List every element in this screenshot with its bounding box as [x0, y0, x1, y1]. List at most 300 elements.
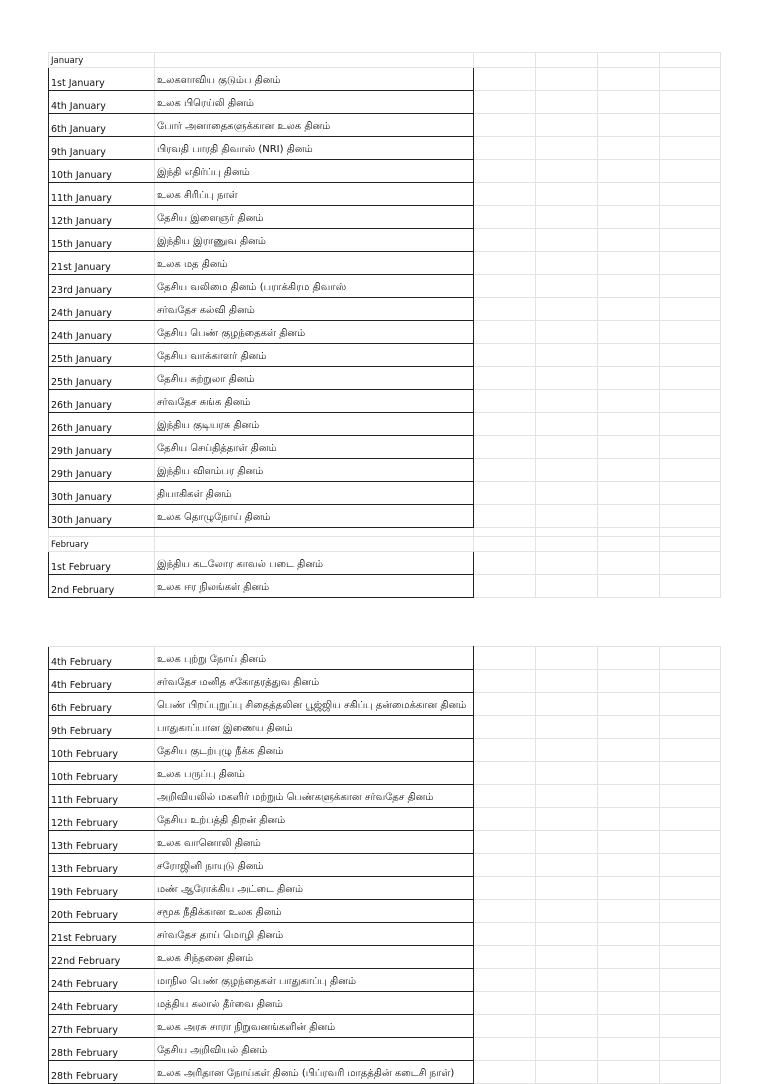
table-row [49, 877, 721, 900]
event-text: தேசிய பெண் குழந்தைகள் தினம் [157, 328, 306, 339]
event-text: தேசிய குடற்புழு நீக்க தினம் [157, 746, 284, 757]
empty-cell [536, 946, 598, 969]
empty-cell [474, 1015, 536, 1038]
empty-cell [536, 900, 598, 923]
february-table [48, 646, 721, 1084]
date-cell: 29th January [49, 436, 155, 459]
empty-cell [536, 1061, 598, 1084]
empty-cell [474, 252, 536, 275]
empty-cell [598, 537, 660, 552]
date-cell: 30th January [49, 505, 155, 528]
empty-cell [660, 390, 721, 413]
event-text: மத்திய கலால் தீர்வை தினம் [157, 999, 283, 1010]
empty-cell [536, 275, 598, 298]
empty-cell [660, 68, 721, 91]
month-header-row [49, 537, 721, 552]
empty-cell [660, 505, 721, 528]
date-cell: 24th February [49, 992, 155, 1015]
table-row [49, 459, 721, 482]
event-text: உலக ஈர நிலங்கள் தினம் [157, 582, 270, 593]
table-row [49, 413, 721, 436]
empty-cell [474, 344, 536, 367]
date-cell: 26th January [49, 413, 155, 436]
table-row [49, 68, 721, 91]
event-text: உலக புற்று நோய் தினம் [157, 654, 267, 665]
empty-cell [598, 1061, 660, 1084]
table-row [49, 482, 721, 505]
event-text: இந்திய இராணுவ தினம் [157, 236, 266, 247]
empty-cell [598, 91, 660, 114]
empty-cell [598, 693, 660, 716]
empty-cell [536, 992, 598, 1015]
sheet-block-january [48, 52, 720, 598]
empty-cell [598, 183, 660, 206]
event-text: மாநில பெண் குழந்தைகள் பாதுகாப்பு தினம் [157, 976, 356, 987]
empty-cell [598, 436, 660, 459]
empty-cell [598, 229, 660, 252]
event-cell [155, 762, 474, 785]
january-table [48, 52, 721, 598]
empty-cell [598, 923, 660, 946]
empty-cell [598, 785, 660, 808]
empty-cell [598, 137, 660, 160]
date-cell: 25th January [49, 344, 155, 367]
table-row [49, 831, 721, 854]
date-cell: 27th February [49, 1015, 155, 1038]
event-cell [155, 367, 474, 390]
date-cell: 15th January [49, 229, 155, 252]
empty-cell [660, 367, 721, 390]
empty-cell [660, 762, 721, 785]
event-text: தேசிய வாக்காளர் தினம் [157, 351, 267, 362]
empty-cell [474, 137, 536, 160]
table-row [49, 854, 721, 877]
empty-cell [536, 552, 598, 575]
empty-cell [660, 785, 721, 808]
empty-cell [598, 647, 660, 670]
event-text: இந்திய கடலோர காவல் படை தினம் [157, 559, 324, 570]
empty-cell [598, 877, 660, 900]
empty-cell [660, 252, 721, 275]
event-cell [155, 552, 474, 575]
empty-cell [474, 91, 536, 114]
table-row [49, 137, 721, 160]
sheet-block-february [48, 646, 720, 1084]
event-text: இந்திய குடியரசு தினம் [157, 420, 260, 431]
event-text: தேசிய இளைஞர் தினம் [157, 213, 264, 224]
empty-cell [660, 670, 721, 693]
event-cell [155, 946, 474, 969]
date-cell: 2nd February [49, 575, 155, 598]
event-text: மண் ஆரோக்கிய அட்டை தினம் [157, 884, 304, 895]
empty-cell [660, 739, 721, 762]
empty-cell [660, 321, 721, 344]
event-cell [155, 693, 474, 716]
table-row [49, 992, 721, 1015]
date-cell: 29th January [49, 459, 155, 482]
date-cell: 11th February [49, 785, 155, 808]
empty-cell [660, 693, 721, 716]
empty-cell [536, 575, 598, 598]
empty-cell [536, 229, 598, 252]
date-cell: 20th February [49, 900, 155, 923]
event-cell [155, 785, 474, 808]
table-row [49, 344, 721, 367]
date-cell: 26th January [49, 390, 155, 413]
table-row [49, 670, 721, 693]
table-row [49, 716, 721, 739]
event-cell [155, 275, 474, 298]
event-text: தேசிய சுற்றுலா தினம் [157, 374, 255, 385]
empty-cell [660, 946, 721, 969]
empty-cell [660, 413, 721, 436]
empty-cell [474, 367, 536, 390]
empty-cell [474, 946, 536, 969]
event-cell [155, 413, 474, 436]
empty-cell [598, 413, 660, 436]
date-cell: 6th February [49, 693, 155, 716]
empty-cell [660, 969, 721, 992]
date-cell: 10th January [49, 160, 155, 183]
empty-cell [536, 206, 598, 229]
empty-cell [598, 992, 660, 1015]
empty-cell [598, 1038, 660, 1061]
table-row [49, 229, 721, 252]
empty-cell [660, 160, 721, 183]
event-cell [155, 252, 474, 275]
empty-cell [536, 344, 598, 367]
empty-cell [598, 969, 660, 992]
empty-cell [536, 413, 598, 436]
empty-cell [536, 528, 598, 537]
table-row [49, 808, 721, 831]
event-text: தேசிய அறிவியல் தினம் [157, 1045, 268, 1056]
empty-cell [474, 693, 536, 716]
date-cell: 6th January [49, 114, 155, 137]
date-cell: 11th January [49, 183, 155, 206]
event-text: சர்வதேச மனித சகோதரத்துவ தினம் [157, 677, 320, 688]
empty-cell [598, 505, 660, 528]
date-cell: 30th January [49, 482, 155, 505]
event-text: சமூக நீதிக்கான உலக தினம் [157, 907, 282, 918]
empty-cell [474, 114, 536, 137]
empty-cell [598, 552, 660, 575]
date-cell: 9th January [49, 137, 155, 160]
event-cell [155, 808, 474, 831]
date-cell: 1st January [49, 68, 155, 91]
date-cell: 13th February [49, 854, 155, 877]
event-text: தேசிய வலிமை தினம் (பராக்கிரம திவாஸ் [157, 282, 347, 293]
empty-cell [536, 91, 598, 114]
date-cell: 10th February [49, 762, 155, 785]
event-cell [155, 831, 474, 854]
empty-cell [598, 739, 660, 762]
empty-cell [536, 160, 598, 183]
event-cell [155, 969, 474, 992]
event-cell [155, 647, 474, 670]
empty-cell [536, 969, 598, 992]
empty-cell [660, 482, 721, 505]
empty-cell [598, 670, 660, 693]
month-header-row [49, 53, 721, 68]
empty-cell [660, 344, 721, 367]
empty-cell [474, 1061, 536, 1084]
event-text: இந்திய விளம்பர தினம் [157, 466, 264, 477]
empty-cell [598, 206, 660, 229]
event-cell [155, 992, 474, 1015]
empty-cell [598, 321, 660, 344]
empty-cell [536, 762, 598, 785]
table-row [49, 321, 721, 344]
empty-cell [536, 693, 598, 716]
empty-cell [474, 900, 536, 923]
table-row [49, 1038, 721, 1061]
table-row [49, 505, 721, 528]
event-cell [155, 68, 474, 91]
table-row [49, 160, 721, 183]
empty-cell [474, 969, 536, 992]
empty-cell [598, 367, 660, 390]
empty-cell [474, 436, 536, 459]
table-row [49, 923, 721, 946]
empty-cell [598, 762, 660, 785]
empty-cell [474, 647, 536, 670]
date-cell: 4th February [49, 670, 155, 693]
date-cell: 12th January [49, 206, 155, 229]
event-cell [155, 670, 474, 693]
date-cell: 1st February [49, 552, 155, 575]
empty-cell [660, 647, 721, 670]
empty-cell [660, 528, 721, 537]
empty-cell [474, 923, 536, 946]
event-text: உலக அரசு சாரா நிறுவனங்களின் தினம் [157, 1022, 336, 1033]
empty-cell [474, 785, 536, 808]
empty-cell [474, 183, 536, 206]
empty-cell [536, 459, 598, 482]
event-cell [155, 575, 474, 598]
empty-cell [660, 854, 721, 877]
table-row [49, 206, 721, 229]
empty-cell [474, 206, 536, 229]
event-text: உலக தொழுநோய் தினம் [157, 512, 271, 523]
date-cell: 22nd February [49, 946, 155, 969]
table-row [49, 298, 721, 321]
date-cell: 23rd January [49, 275, 155, 298]
empty-cell [536, 877, 598, 900]
date-cell: 9th February [49, 716, 155, 739]
empty-cell [660, 459, 721, 482]
empty-cell [474, 459, 536, 482]
empty-cell [536, 1015, 598, 1038]
empty-cell [660, 923, 721, 946]
empty-cell [536, 482, 598, 505]
event-cell [155, 390, 474, 413]
event-text: உலகளாவிய குடும்ப தினம் [157, 75, 281, 86]
event-text: சர்வதேச கல்வி தினம் [157, 305, 255, 316]
empty-cell [474, 275, 536, 298]
event-cell [155, 183, 474, 206]
empty-cell [660, 229, 721, 252]
empty-cell [660, 808, 721, 831]
empty-cell [474, 552, 536, 575]
event-text: உலக சிந்தனை தினம் [157, 953, 253, 964]
empty-cell [474, 413, 536, 436]
empty-cell [474, 1038, 536, 1061]
date-cell: 12th February [49, 808, 155, 831]
empty-cell [598, 459, 660, 482]
empty-cell [49, 528, 155, 537]
empty-cell [598, 575, 660, 598]
event-text: உலக பிரெய்லி தினம் [157, 98, 254, 109]
table-row [49, 575, 721, 598]
event-cell [155, 321, 474, 344]
empty-cell [536, 716, 598, 739]
date-cell: 28th February [49, 1038, 155, 1061]
empty-cell [660, 1038, 721, 1061]
empty-cell [474, 808, 536, 831]
date-cell: 4th February [49, 647, 155, 670]
table-row [49, 969, 721, 992]
table-row [49, 275, 721, 298]
event-text: போர் அனாதைகளுக்கான உலக தினம் [157, 121, 331, 132]
empty-cell [474, 528, 536, 537]
empty-cell [660, 575, 721, 598]
empty-cell [598, 390, 660, 413]
event-cell [155, 716, 474, 739]
date-cell: 13th February [49, 831, 155, 854]
empty-cell [660, 91, 721, 114]
event-cell [155, 137, 474, 160]
empty-cell [474, 992, 536, 1015]
empty-cell [598, 831, 660, 854]
event-text: பிரவதி பாரதி திவாஸ் (NRI) தினம் [157, 144, 313, 155]
empty-cell [536, 670, 598, 693]
empty-cell [536, 537, 598, 552]
event-text: சர்வதேச சுங்க தினம் [157, 397, 251, 408]
empty-cell [598, 854, 660, 877]
table-row [49, 647, 721, 670]
empty-cell [474, 482, 536, 505]
event-text: தியாகிகள் தினம் [157, 489, 232, 500]
date-cell: 4th January [49, 91, 155, 114]
empty-cell [474, 670, 536, 693]
empty-cell [155, 537, 474, 552]
empty-cell [474, 298, 536, 321]
table-row [49, 252, 721, 275]
event-text: உலக சிரிப்பு நாள் [157, 190, 238, 201]
table-row [49, 91, 721, 114]
empty-cell [474, 160, 536, 183]
date-cell: 24th January [49, 298, 155, 321]
event-cell [155, 459, 474, 482]
event-cell [155, 206, 474, 229]
event-text: உலக அரிதான நோய்கள் தினம் (பிப்ரவரி மாதத்தின் கடைசி நாள்) [157, 1068, 455, 1079]
empty-cell [536, 785, 598, 808]
empty-cell [598, 946, 660, 969]
empty-cell [474, 505, 536, 528]
event-text: தேசிய செய்தித்தாள் தினம் [157, 443, 277, 454]
date-cell: 10th February [49, 739, 155, 762]
event-text: உலக பருப்பு தினம் [157, 769, 245, 780]
empty-cell [660, 114, 721, 137]
table-row [49, 739, 721, 762]
empty-cell [660, 436, 721, 459]
empty-cell [536, 321, 598, 344]
event-cell [155, 436, 474, 459]
empty-cell [536, 505, 598, 528]
empty-cell [660, 1015, 721, 1038]
empty-cell [598, 344, 660, 367]
empty-cell [536, 252, 598, 275]
table-row [49, 114, 721, 137]
empty-cell [474, 575, 536, 598]
empty-cell [660, 877, 721, 900]
table-row [49, 436, 721, 459]
empty-cell [536, 114, 598, 137]
event-cell [155, 1038, 474, 1061]
event-text: சர்வதேச தாய் மொழி தினம் [157, 930, 284, 941]
empty-cell [660, 831, 721, 854]
table-row [49, 693, 721, 716]
empty-cell [474, 739, 536, 762]
event-cell [155, 739, 474, 762]
table-row [49, 900, 721, 923]
empty-cell [660, 206, 721, 229]
event-text: சரோஜினி நாயுடு தினம் [157, 861, 264, 872]
date-cell: 25th January [49, 367, 155, 390]
event-text: இந்தி எதிர்ப்பு தினம் [157, 167, 250, 178]
empty-cell [598, 482, 660, 505]
table-row [49, 1015, 721, 1038]
event-text: உலக மத தினம் [157, 259, 228, 270]
empty-cell [474, 762, 536, 785]
empty-cell [536, 68, 598, 91]
empty-cell [660, 137, 721, 160]
event-cell [155, 91, 474, 114]
empty-cell [474, 68, 536, 91]
empty-cell [660, 183, 721, 206]
empty-cell [598, 1015, 660, 1038]
empty-cell [536, 831, 598, 854]
event-text: பாதுகாப்பான இணைய தினம் [157, 723, 293, 734]
event-cell [155, 923, 474, 946]
table-row [49, 785, 721, 808]
date-cell: 24th February [49, 969, 155, 992]
event-cell [155, 482, 474, 505]
empty-cell [660, 552, 721, 575]
table-row [49, 762, 721, 785]
empty-cell [598, 275, 660, 298]
empty-cell [660, 275, 721, 298]
empty-cell [536, 390, 598, 413]
month-header-february: February [49, 537, 155, 552]
empty-cell [536, 137, 598, 160]
empty-cell [536, 183, 598, 206]
event-text: உலக வானொலி தினம் [157, 838, 261, 849]
date-cell: 28th February [49, 1061, 155, 1084]
table-row [49, 1061, 721, 1084]
empty-cell [660, 298, 721, 321]
empty-cell [598, 528, 660, 537]
empty-cell [598, 900, 660, 923]
event-cell [155, 854, 474, 877]
table-row [49, 946, 721, 969]
event-text: பெண் பிறப்புறுப்பு சிதைத்தலின பூஜ்ஜிய சகிப்பு தன்மைக்கான தினம் [157, 700, 467, 711]
empty-cell [660, 992, 721, 1015]
empty-cell [598, 298, 660, 321]
empty-cell [598, 716, 660, 739]
empty-cell [598, 160, 660, 183]
